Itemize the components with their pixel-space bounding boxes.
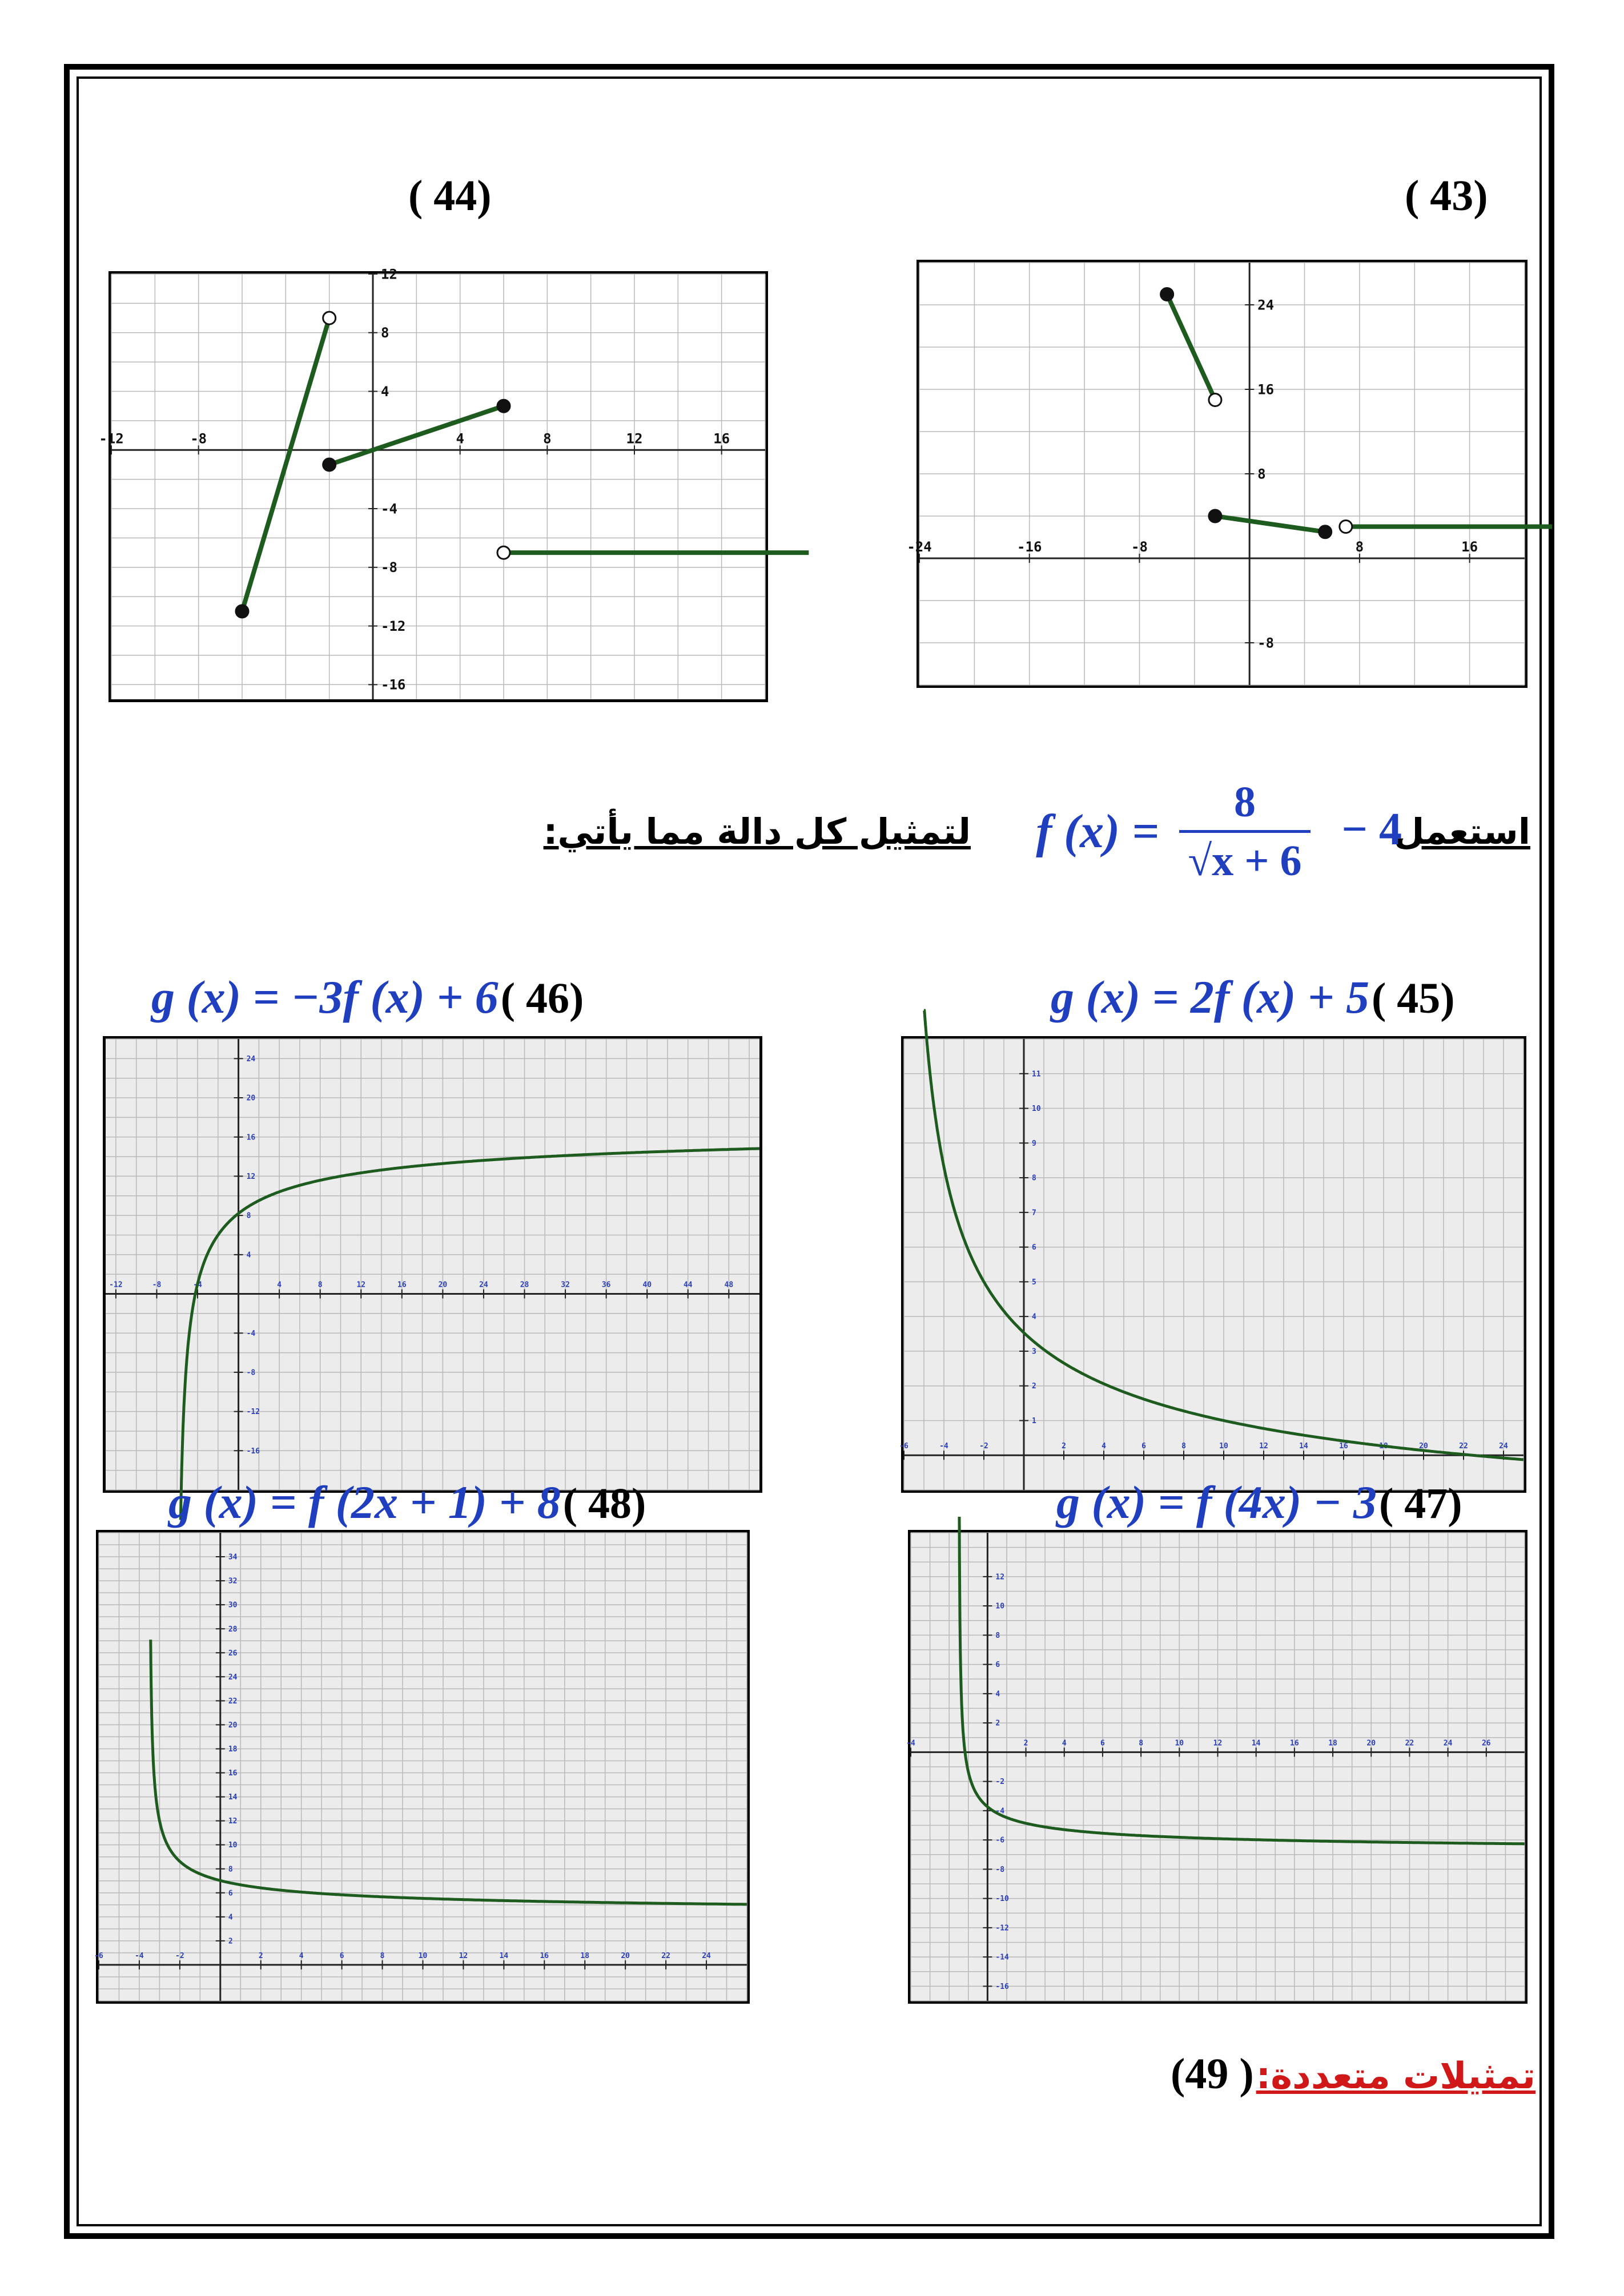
y-tick-label: 10 xyxy=(1032,1105,1041,1114)
x-tick-label: -8 xyxy=(152,1280,162,1290)
formula-48: g (x) = f (2x + 1) + 8 xyxy=(168,1476,561,1528)
fraction-bar xyxy=(1179,830,1311,833)
y-tick-label: 2 xyxy=(995,1719,1000,1728)
y-tick-label: -2 xyxy=(995,1778,1005,1787)
x-tick-label: 28 xyxy=(520,1280,529,1290)
x-tick-label: 8 xyxy=(543,430,552,447)
graph-44-plot xyxy=(99,266,765,699)
closed-endpoint xyxy=(1319,526,1332,538)
y-tick-label: -12 xyxy=(246,1408,260,1417)
graph-48 xyxy=(96,1530,750,2004)
y-tick-label: -10 xyxy=(995,1895,1009,1904)
problem-43-label: ( 43) xyxy=(1405,172,1488,220)
x-tick-label: -8 xyxy=(190,430,207,447)
x-tick-label: 12 xyxy=(459,1951,468,1960)
x-tick-label: -24 xyxy=(907,539,932,555)
y-tick-label: 8 xyxy=(381,325,389,341)
x-tick-label: -4 xyxy=(193,1280,202,1290)
y-tick-label: 8 xyxy=(995,1631,1000,1640)
x-tick-label: -6 xyxy=(899,1442,909,1451)
y-tick-label: 4 xyxy=(995,1690,1000,1699)
y-tick-label: -16 xyxy=(246,1447,260,1456)
problem-45-label: ( 45) xyxy=(1371,974,1455,1022)
problem-46-header xyxy=(151,970,584,1024)
x-tick-label: 16 xyxy=(397,1280,407,1290)
y-tick-label: 12 xyxy=(228,1817,238,1826)
y-tick-label: 28 xyxy=(228,1625,238,1634)
instruction-minus-four: − 4 xyxy=(1341,804,1402,855)
y-tick-label: 3 xyxy=(1032,1347,1036,1356)
y-tick-label: 20 xyxy=(246,1094,256,1103)
y-tick-label: -4 xyxy=(246,1329,256,1338)
y-tick-label: 7 xyxy=(1032,1209,1036,1218)
x-tick-label: 12 xyxy=(1259,1442,1268,1451)
graph-47-plot xyxy=(906,1533,1525,2001)
y-tick-label: -4 xyxy=(995,1807,1005,1816)
x-tick-label: 8 xyxy=(1139,1739,1144,1748)
x-tick-label: 16 xyxy=(1461,539,1478,555)
open-endpoint xyxy=(323,312,336,324)
x-tick-label: 16 xyxy=(1290,1739,1299,1748)
problem-49-label: ( 49) xyxy=(1171,2050,1254,2098)
y-tick-label: -16 xyxy=(381,676,406,693)
x-tick-label: -6 xyxy=(94,1951,103,1960)
y-tick-label: -4 xyxy=(381,501,397,517)
y-tick-label: -14 xyxy=(995,1953,1009,1962)
y-tick-label: 4 xyxy=(1032,1312,1036,1322)
problem-48-header xyxy=(168,1476,646,1529)
x-tick-label: 18 xyxy=(1328,1739,1337,1748)
x-tick-label: 4 xyxy=(1062,1739,1067,1748)
x-tick-label: 24 xyxy=(1443,1739,1453,1748)
x-tick-label: -2 xyxy=(979,1442,988,1451)
y-tick-label: 8 xyxy=(228,1865,233,1874)
closed-endpoint xyxy=(497,400,510,412)
grid xyxy=(919,263,1525,685)
x-tick-label: 16 xyxy=(713,430,730,447)
grid xyxy=(904,1039,1523,1490)
x-tick-label: 40 xyxy=(642,1280,652,1290)
x-tick-label: 44 xyxy=(683,1280,693,1290)
x-tick-label: 6 xyxy=(1100,1739,1105,1748)
graph-46 xyxy=(103,1036,762,1493)
y-tick-label: 32 xyxy=(228,1577,238,1586)
open-endpoint xyxy=(1209,394,1221,406)
y-tick-label: 9 xyxy=(1032,1139,1036,1148)
open-endpoint xyxy=(497,546,510,559)
problem-46-label: ( 46) xyxy=(500,974,584,1022)
x-tick-label: 18 xyxy=(580,1951,590,1960)
closed-endpoint xyxy=(236,605,248,618)
closed-endpoint xyxy=(323,458,336,471)
x-tick-label: 14 xyxy=(1299,1442,1308,1451)
y-tick-label: 8 xyxy=(1032,1174,1036,1183)
y-tick-label: 12 xyxy=(995,1573,1005,1582)
x-tick-label: 18 xyxy=(1379,1442,1388,1451)
instruction xyxy=(543,771,1530,902)
x-tick-label: 2 xyxy=(258,1951,263,1960)
x-tick-label: 48 xyxy=(724,1280,734,1290)
x-tick-label: -4 xyxy=(135,1951,144,1960)
graph-45-plot xyxy=(899,1039,1523,1490)
y-tick-label: 8 xyxy=(246,1211,251,1220)
open-endpoint xyxy=(1340,521,1352,533)
y-tick-label: 30 xyxy=(228,1601,238,1610)
closed-endpoint xyxy=(1161,288,1173,301)
function-curve xyxy=(151,1640,747,1904)
grid xyxy=(111,274,765,699)
y-tick-label: 4 xyxy=(381,383,389,400)
x-tick-label: 26 xyxy=(1481,1739,1491,1748)
x-tick-label: 4 xyxy=(456,430,464,447)
y-tick-label: -12 xyxy=(995,1924,1009,1933)
y-tick-label: 14 xyxy=(228,1793,238,1802)
x-tick-label: 6 xyxy=(339,1951,344,1960)
x-tick-label: 14 xyxy=(1251,1739,1261,1748)
x-tick-label: 4 xyxy=(299,1951,304,1960)
x-tick-label: 12 xyxy=(626,430,643,447)
instruction-use-word: استعمل xyxy=(1393,811,1530,852)
y-tick-label: 16 xyxy=(246,1133,256,1142)
x-tick-label: -12 xyxy=(109,1280,123,1290)
x-tick-label: 10 xyxy=(1219,1442,1228,1451)
x-tick-label: 24 xyxy=(1499,1442,1508,1451)
formula-47: g (x) = f (4x) − 3 xyxy=(1056,1476,1377,1528)
y-tick-label: -8 xyxy=(381,559,397,576)
fraction-denominator: √x + 6 xyxy=(1188,837,1302,885)
x-tick-label: 8 xyxy=(1181,1442,1186,1451)
x-tick-label: 8 xyxy=(380,1951,385,1960)
instruction-f-lhs: f (x) = xyxy=(1036,805,1159,858)
formula-45: g (x) = 2f (x) + 5 xyxy=(1051,971,1369,1023)
x-tick-label: 8 xyxy=(1355,539,1364,555)
x-tick-label: 20 xyxy=(1366,1739,1376,1748)
x-tick-label: 20 xyxy=(621,1951,630,1960)
x-tick-label: 32 xyxy=(561,1280,570,1290)
x-tick-label: 6 xyxy=(1141,1442,1146,1451)
x-tick-label: 24 xyxy=(702,1951,711,1960)
problem-49-header xyxy=(1171,2049,1535,2099)
y-tick-label: 2 xyxy=(1032,1382,1036,1391)
x-tick-label: -4 xyxy=(906,1739,915,1748)
graph-47 xyxy=(908,1530,1527,2004)
y-tick-label: -8 xyxy=(1257,635,1275,651)
x-tick-label: 22 xyxy=(1405,1739,1414,1748)
x-tick-label: 12 xyxy=(1213,1739,1223,1748)
y-tick-label: 2 xyxy=(228,1937,233,1946)
x-tick-label: 36 xyxy=(601,1280,611,1290)
y-tick-label: 5 xyxy=(1032,1278,1036,1287)
y-tick-label: -6 xyxy=(995,1836,1005,1845)
y-tick-label: 22 xyxy=(228,1697,238,1706)
problem-47-header xyxy=(1056,1476,1462,1529)
y-tick-label: 1 xyxy=(1032,1417,1036,1426)
x-tick-label: 22 xyxy=(1459,1442,1468,1451)
x-tick-label: 4 xyxy=(277,1280,282,1290)
x-tick-label: 20 xyxy=(1419,1442,1428,1451)
x-tick-label: 12 xyxy=(356,1280,366,1290)
x-tick-label: 14 xyxy=(499,1951,509,1960)
x-tick-label: 16 xyxy=(540,1951,549,1960)
problem-45-header xyxy=(1051,970,1455,1024)
y-tick-label: 24 xyxy=(246,1054,256,1064)
y-tick-label: 16 xyxy=(1257,381,1275,398)
graph-43-plot xyxy=(907,263,1525,685)
graph-48-plot xyxy=(94,1533,747,2001)
y-tick-label: 10 xyxy=(228,1841,238,1850)
x-tick-label: 16 xyxy=(1339,1442,1348,1451)
graph-45 xyxy=(901,1036,1526,1493)
y-tick-label: -8 xyxy=(995,1865,1005,1874)
x-tick-label: 10 xyxy=(418,1951,428,1960)
y-tick-label: 12 xyxy=(246,1172,256,1181)
y-tick-label: 6 xyxy=(995,1661,1000,1670)
x-tick-label: 2 xyxy=(1023,1739,1028,1748)
y-tick-label: 4 xyxy=(246,1251,251,1260)
x-tick-label: -16 xyxy=(1017,539,1042,555)
formula-46: g (x) = −3f (x) + 6 xyxy=(151,971,499,1023)
y-tick-label: -16 xyxy=(995,1982,1009,1991)
closed-endpoint xyxy=(1209,510,1221,522)
y-tick-label: 6 xyxy=(228,1889,233,1898)
x-tick-label: 4 xyxy=(1102,1442,1106,1451)
y-tick-label: -8 xyxy=(246,1368,256,1377)
grid xyxy=(99,1533,747,2001)
y-tick-label: 10 xyxy=(995,1602,1005,1611)
instruction-rest: لتمثيل كل دالة مما يأتي: xyxy=(543,811,971,852)
y-tick-label: 34 xyxy=(228,1553,238,1562)
y-tick-label: 24 xyxy=(228,1673,238,1682)
x-tick-label: 24 xyxy=(479,1280,488,1290)
y-tick-label: 18 xyxy=(228,1745,238,1754)
graph-43 xyxy=(907,260,1527,688)
y-tick-label: 4 xyxy=(228,1913,233,1922)
x-tick-label: 22 xyxy=(661,1951,670,1960)
y-tick-label: 26 xyxy=(228,1649,238,1658)
y-tick-label: 11 xyxy=(1032,1070,1041,1079)
graph-46-plot xyxy=(106,1039,759,1490)
x-tick-label: 20 xyxy=(438,1280,448,1290)
x-tick-label: 8 xyxy=(317,1280,323,1290)
x-tick-label: -2 xyxy=(175,1951,184,1960)
y-tick-label: 12 xyxy=(381,266,397,283)
problem-44-label: ( 44) xyxy=(408,172,492,220)
multiple-representations-label: تمثيلات متعددة: xyxy=(1256,2055,1536,2097)
y-tick-label: 20 xyxy=(228,1721,238,1730)
x-tick-label: -12 xyxy=(99,430,124,447)
segment xyxy=(1215,516,1325,532)
problem-48-label: ( 48) xyxy=(562,1480,646,1528)
function-curve xyxy=(179,1149,759,1518)
problem-47-label: ( 47) xyxy=(1378,1480,1462,1528)
x-tick-label: 10 xyxy=(1175,1739,1184,1748)
fraction-numerator: 8 xyxy=(1234,778,1256,826)
y-tick-label: 6 xyxy=(1032,1243,1036,1252)
y-tick-label: 24 xyxy=(1257,297,1275,313)
graph-44 xyxy=(99,266,768,702)
y-tick-label: -12 xyxy=(381,618,406,634)
x-tick-label: -4 xyxy=(939,1442,948,1451)
y-tick-label: 8 xyxy=(1257,466,1266,482)
y-tick-label: 16 xyxy=(228,1769,238,1778)
x-tick-label: -8 xyxy=(1131,539,1148,555)
fraction xyxy=(1179,776,1311,887)
x-tick-label: 2 xyxy=(1062,1442,1066,1451)
function-curve xyxy=(959,1517,1525,1844)
